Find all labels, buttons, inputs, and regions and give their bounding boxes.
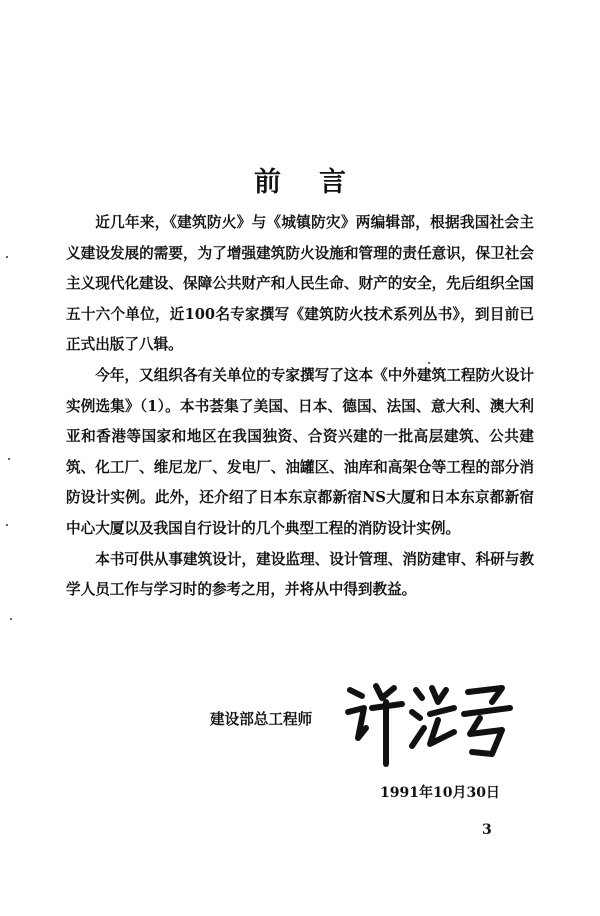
scan-speck [428,362,430,364]
signatory-title: 建设部总工程师 [210,711,313,728]
page-title: 前言 [254,167,384,198]
paragraph-1: 近几年来，《建筑防火》与《城镇防灾》两编辑部，根据我国社会主义建设发展的需要，为了增强建筑防火设施和管理的责任意识，保卫社会主义现代化建设、保障公共财产和人民生命、财产的安全，先后组织全国五十六个单位，近100名专家撰写《建筑防火技术系列丛书》，到目前已正式出版了八辑。 [66,214,534,354]
page-number: 3 [482,822,492,838]
preface-body [66,208,534,606]
scan-speck [6,256,8,258]
scan-speck [6,524,8,526]
paragraph-2: 今年，又组织各有关单位的专家撰写了这本《中外建筑工程防火设计实例选集》（1）。本书荟集了美国、日本、德国、法国、意大利、澳大利亚和香港等国家和地区在我国独资、合资兴建的一批高层建筑、公共建筑、化工厂、维尼龙厂、发电厂、油罐区、油库和高架仓等工程的部分消防设计实例。此外，还介绍了日本东京都新宿NS大厦和日本东京都新宿中心大厦以及我国自行设计的几个典型工程的消防设计实例。 [66,366,534,537]
paragraph-3: 本书可供从事建筑设计，建设监理、设计管理、消防建审、科研与教学人员工作与学习时的参考之用，并将从中得到教益。 [66,550,534,599]
scan-speck [8,458,10,460]
date: 1991年10月30日 [380,785,500,801]
scan-speck [10,618,12,620]
handwritten-signature [342,668,518,770]
